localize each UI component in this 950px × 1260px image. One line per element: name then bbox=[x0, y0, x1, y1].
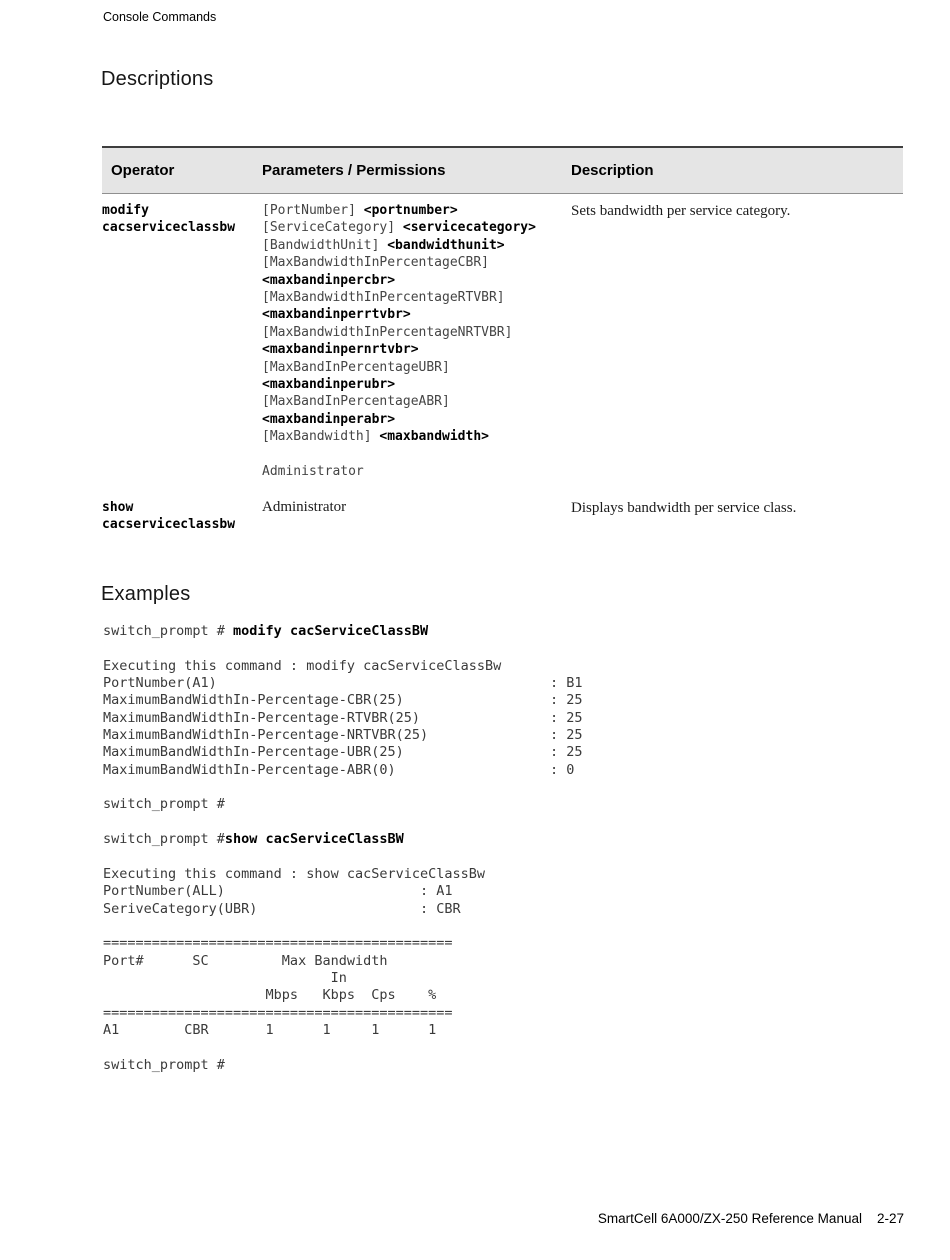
command-table-header bbox=[102, 146, 903, 194]
parameter-line: <maxbandinperrtvbr> bbox=[262, 307, 411, 323]
operator-cell bbox=[102, 499, 262, 534]
parameter-line: [ServiceCategory] <servicecategory> bbox=[262, 220, 536, 236]
console-line bbox=[103, 779, 583, 796]
command-row bbox=[102, 202, 903, 481]
console-line: switch_prompt #show cacServiceClassBW bbox=[103, 831, 404, 848]
console-line: Executing this command : modify cacServiceClassBw bbox=[103, 657, 502, 674]
description-cell: Displays bandwidth per service class. bbox=[571, 499, 797, 516]
parameter-line: [PortNumber] <portnumber> bbox=[262, 203, 458, 218]
console-line: A1 CBR 1 1 1 1 bbox=[103, 1021, 437, 1038]
permission-text: Administrator bbox=[262, 498, 347, 515]
console-line: switch_prompt # modify cacServiceClassBW bbox=[103, 623, 429, 639]
console-line: MaximumBandWidthIn-Percentage-CBR(25) : 25 bbox=[103, 692, 583, 709]
console-example bbox=[103, 623, 583, 1074]
operator-line: modify bbox=[102, 203, 149, 218]
parameter-line: Administrator bbox=[262, 464, 364, 480]
description-cell: Sets bandwidth per service category. bbox=[571, 203, 791, 219]
console-line: Mbps Kbps Cps % bbox=[103, 987, 437, 1004]
command-table bbox=[102, 146, 903, 551]
parameter-line: <maxbandinperubr> bbox=[262, 377, 396, 393]
examples-heading: Examples bbox=[101, 583, 191, 605]
parameter-line: <maxbandinperabr> bbox=[262, 411, 396, 427]
operator-line: cacserviceclassbw bbox=[102, 220, 236, 236]
console-line: =========================================== bbox=[103, 1004, 453, 1021]
parameter-line: [MaxBandwidthInPercentageCBR] bbox=[262, 255, 489, 271]
console-line: MaximumBandWidthIn-Percentage-RTVBR(25) : 25 bbox=[103, 709, 583, 726]
console-line: Port# SC Max Bandwidth bbox=[103, 952, 388, 969]
console-line: PortNumber(A1) : B1 bbox=[103, 675, 583, 692]
parameter-line: [MaxBandInPercentageABR] bbox=[262, 394, 450, 410]
console-line: SeriveCategory(UBR) : CBR bbox=[103, 900, 461, 917]
parameter-line: <maxbandinpernrtvbr> bbox=[262, 342, 419, 358]
console-line: PortNumber(ALL) : A1 bbox=[103, 883, 453, 900]
operator-cell bbox=[102, 202, 262, 481]
parameters-cell bbox=[262, 202, 571, 481]
console-line: MaximumBandWidthIn-Percentage-NRTVBR(25) : 25 bbox=[103, 727, 583, 744]
parameter-line: [MaxBandInPercentageUBR] bbox=[262, 359, 450, 375]
running-header: Console Commands bbox=[103, 10, 217, 24]
console-line bbox=[103, 918, 583, 935]
command-table-body bbox=[102, 194, 903, 533]
operator-line: show bbox=[102, 499, 134, 515]
parameter-line: [MaxBandwidthInPercentageNRTVBR] bbox=[262, 324, 513, 340]
column-header-parameters: Parameters / Permissions bbox=[262, 162, 446, 179]
parameter-line bbox=[262, 446, 571, 463]
console-line: MaximumBandWidthIn-Percentage-UBR(25) : 25 bbox=[103, 744, 583, 761]
footer-manual-title: SmartCell 6A000/ZX-250 Reference Manual bbox=[597, 1211, 862, 1226]
column-header-description: Description bbox=[571, 162, 654, 179]
parameter-line: [BandwidthUnit] <bandwidthunit> bbox=[262, 237, 505, 253]
console-line bbox=[103, 848, 583, 865]
console-line bbox=[103, 640, 583, 657]
parameter-line: <maxbandinpercbr> bbox=[262, 272, 396, 288]
parameter-line: [MaxBandwidthInPercentageRTVBR] bbox=[262, 290, 505, 306]
console-line: Executing this command : show cacServiceClassBw bbox=[103, 865, 486, 882]
console-line: switch_prompt # bbox=[103, 1056, 225, 1073]
parameter-line: [MaxBandwidth] <maxbandwidth> bbox=[262, 429, 489, 445]
descriptions-heading: Descriptions bbox=[101, 68, 214, 90]
column-header-operator: Operator bbox=[111, 162, 175, 179]
console-line: switch_prompt # bbox=[103, 796, 225, 813]
console-line bbox=[103, 814, 583, 831]
page-footer bbox=[598, 1211, 904, 1226]
console-line: =========================================== bbox=[103, 935, 453, 952]
footer-page-number: 2-27 bbox=[876, 1211, 904, 1226]
operator-line: cacserviceclassbw bbox=[102, 516, 236, 532]
parameters-cell bbox=[262, 499, 571, 534]
command-row bbox=[102, 499, 903, 534]
console-line: MaximumBandWidthIn-Percentage-ABR(0) : 0 bbox=[103, 761, 575, 778]
console-line bbox=[103, 1039, 583, 1056]
console-line: In bbox=[103, 969, 347, 986]
